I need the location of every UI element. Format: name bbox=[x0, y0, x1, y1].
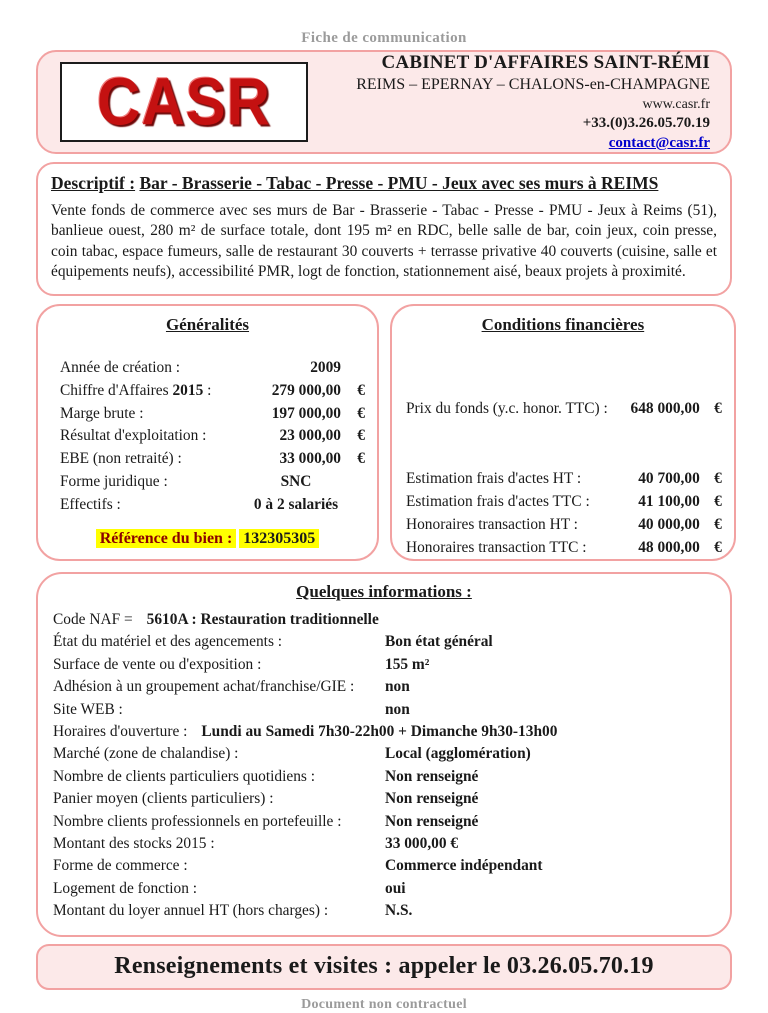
document-type-label: Fiche de communication bbox=[301, 30, 467, 46]
table-row: Panier moyen (clients particuliers) : Non renseigné bbox=[53, 790, 479, 808]
header bbox=[36, 50, 732, 154]
table-row: Forme de commerce : Commerce indépendant bbox=[53, 857, 543, 875]
table-row: État du matériel et des agencements : Bon état général bbox=[53, 633, 493, 651]
table-row: Prix du fonds (y.c. honor. TTC) : 648 000,00 € bbox=[406, 399, 722, 417]
informations-title: Quelques informations : bbox=[296, 581, 472, 601]
casr-logo-text: CASR bbox=[96, 63, 271, 139]
table-row: Marge brute : 197 000,00 € bbox=[60, 404, 365, 422]
non-contractual-note: Document non contractuel bbox=[301, 996, 467, 1012]
table-row: EBE (non retraité) : 33 000,00 € bbox=[60, 450, 365, 468]
descriptif-label: Descriptif : bbox=[51, 173, 136, 193]
descriptif-title bbox=[51, 173, 717, 194]
table-row: Site WEB : non bbox=[53, 700, 410, 718]
table-row: Montant des stocks 2015 : 33 000,00 € bbox=[53, 835, 459, 852]
agency-website: www.casr.fr bbox=[642, 96, 710, 112]
table-row: Code NAF = 5610A : Restauration traditionnelle bbox=[53, 610, 379, 628]
reference-line bbox=[50, 530, 365, 548]
generalites-title: Généralités bbox=[165, 314, 250, 334]
generalites-table bbox=[50, 357, 365, 517]
informations-table bbox=[53, 609, 715, 923]
conditions-financieres-section bbox=[390, 304, 736, 561]
table-row: Estimation frais d'actes TTC : 41 100,00 € bbox=[406, 492, 722, 510]
table-row: Honoraires transaction TTC : 48 000,00 € bbox=[406, 538, 722, 556]
table-row: Honoraires transaction HT : 40 000,00 € bbox=[406, 515, 722, 533]
listing-title: Bar - Brasserie - Tabac - Presse - PMU - Jeux avec ses murs à REIMS bbox=[139, 173, 659, 193]
table-row: Nombre de clients particuliers quotidiens : Non renseigné bbox=[53, 767, 479, 785]
table-row: Surface de vente ou d'exposition : 155 m² bbox=[53, 655, 430, 673]
table-row: Nombre clients professionnels en portefeuille : Non renseigné bbox=[53, 812, 479, 830]
agency-contact-block bbox=[308, 51, 718, 153]
table-row: Effectifs : 0 à 2 salariés bbox=[60, 495, 339, 513]
agency-cities: REIMS – EPERNAY – CHALONS-en-CHAMPAGNE bbox=[356, 76, 710, 94]
table-row: Montant du loyer annuel HT (hors charges) : N.S. bbox=[53, 902, 413, 920]
agency-email-row bbox=[308, 133, 710, 153]
table-row: Année de création : 2009 bbox=[60, 358, 341, 376]
contact-banner bbox=[36, 944, 732, 990]
conditions-title: Conditions financières bbox=[481, 314, 645, 334]
contact-banner-text: Renseignements et visites : appeler le 03.26.05.70.19 bbox=[114, 952, 654, 979]
fees-table bbox=[404, 467, 722, 559]
table-row: Chiffre d'Affaires 2015 : 279 000,00 € bbox=[60, 381, 365, 399]
table-row: Logement de fonction : oui bbox=[53, 879, 406, 897]
casr-logo bbox=[60, 62, 308, 142]
table-row: Estimation frais d'actes HT : 40 700,00 € bbox=[406, 469, 722, 487]
reference-label: Référence du bien : bbox=[96, 529, 237, 548]
email-link[interactable]: contact@casr.fr bbox=[608, 134, 710, 151]
reference-number: 132305305 bbox=[239, 529, 319, 548]
agency-phone: +33.(0)3.26.05.70.19 bbox=[582, 114, 710, 131]
listing-description: Vente fonds de commerce avec ses murs de Bar - Brasserie - Tabac - Presse - PMU - Jeux à Reims (51), banlieue ouest, 280 m² de surface totale, dont 195 m² en RDC, belle salle de bar, coin jeux, coin presse, coin tabac, espace fumeurs, salle de restaurant 30 couverts + terrasse privative 40 couverts (cuisine, salle et équipements neufs), accessibilité PMR, logt de fonction, stationnement aisé, beaux projets à proximité. bbox=[51, 202, 717, 281]
table-row: Forme juridique : SNC bbox=[60, 472, 312, 490]
descriptif-section bbox=[36, 162, 732, 296]
table-row: Marché (zone de chalandise) : Local (agglomération) bbox=[53, 745, 531, 763]
table-row: Adhésion à un groupement achat/franchise/GIE : non bbox=[53, 678, 410, 696]
figures-columns bbox=[36, 304, 732, 561]
table-row: Horaires d'ouverture : Lundi au Samedi 7h30-22h00 + Dimanche 9h30-13h00 bbox=[53, 722, 558, 740]
informations-section bbox=[36, 572, 732, 937]
agency-name: CABINET D'AFFAIRES SAINT-RÉMI bbox=[381, 51, 710, 73]
generalites-section bbox=[36, 304, 379, 561]
table-row: Résultat d'exploitation : 23 000,00 € bbox=[60, 427, 365, 445]
